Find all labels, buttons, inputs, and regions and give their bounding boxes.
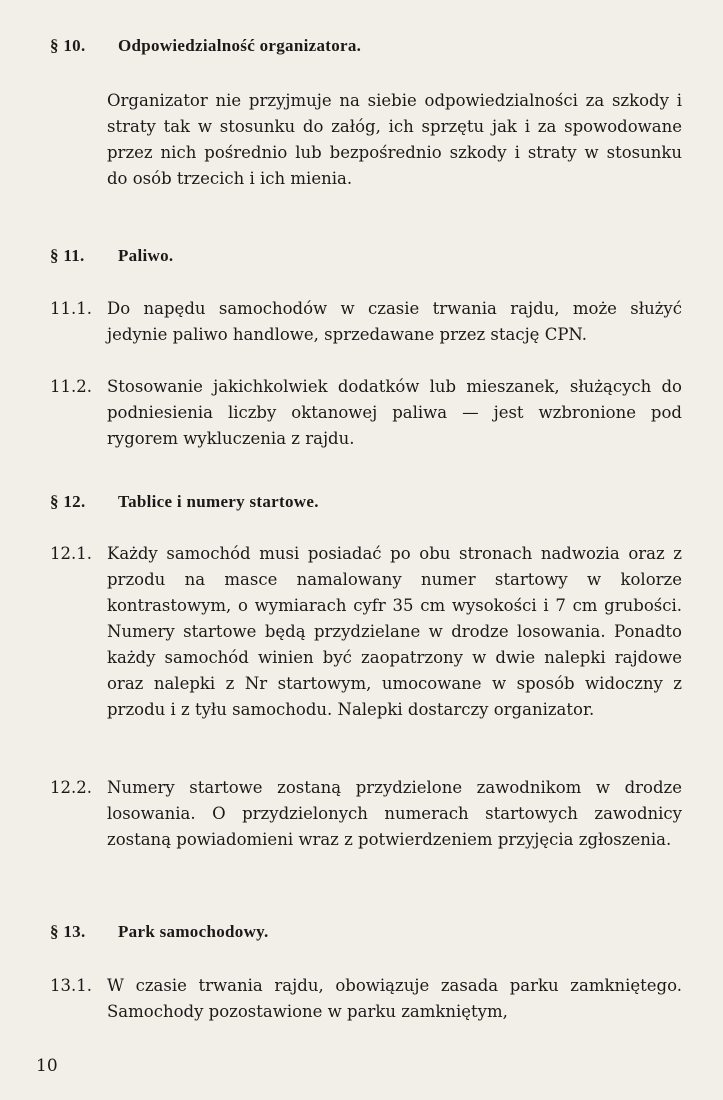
section-11-symbol: § 11. <box>50 246 85 265</box>
section-12-symbol: § 12. <box>50 492 86 511</box>
clause-number: 11.2. <box>50 377 92 396</box>
section-10-symbol: § 10. <box>50 36 86 55</box>
section-11-heading <box>50 246 173 266</box>
clause-text: Do napędu samochodów w czasie trwania rajdu, może służyć jedynie paliwo handlowe, sprzedawane przez stację CPN. <box>107 299 682 344</box>
section-10-paragraph: Organizator nie przyjmuje na siebie odpowiedzialności za szkody i straty tak w stosunku do załóg, ich sprzętu jak i za spowodowane przez nich pośrednio lub bezpośrednio szkody i straty w stosunku do osób trzecich i ich mienia. <box>107 91 682 188</box>
section-12-title: Tablice i numery startowe. <box>118 492 319 511</box>
clause-number: 11.1. <box>50 299 92 318</box>
clause-number: 12.2. <box>50 778 92 797</box>
clause-text: W czasie trwania rajdu, obowiązuje zasada parku zamkniętego. Samochody pozostawione w parku zamkniętym, <box>107 976 682 1021</box>
clause-text: Stosowanie jakichkolwiek dodatków lub mieszanek, służących do podniesienia liczby oktanowej paliwa — jest wzbronione pod rygorem wykluczenia z rajdu. <box>107 377 682 448</box>
section-12-heading <box>50 492 319 512</box>
section-10-heading <box>50 36 361 56</box>
page-number: 10 <box>36 1056 58 1076</box>
section-10-title: Odpowiedzialność organizatora. <box>118 36 362 55</box>
clause-number: 13.1. <box>50 976 92 995</box>
section-13-symbol: § 13. <box>50 922 86 941</box>
section-13-title: Park samochodowy. <box>118 922 269 941</box>
clause-number: 12.1. <box>50 544 92 563</box>
clause-text: Numery startowe zostaną przydzielone zawodnikom w drodze losowania. O przydzielonych numerach startowych zawodnicy zostaną powiadomieni wraz z potwierdzeniem przyjęcia zgłoszenia. <box>107 778 682 849</box>
section-13-heading <box>50 922 269 942</box>
clause-text: Każdy samochód musi posiadać po obu stronach nadwozia oraz z przodu na masce namalowany numer startowy w kolorze kontrastowym, o wymiarach cyfr 35 cm wysokości i 7 cm grubości. Numery startowe będą przydzielane w drodze losowania. Ponadto każdy samochód winien być zaopatrzony w dwie nalepki rajdowe oraz nalepki z Nr startowym, umocowane w sposób widoczny z przodu i z tyłu samochodu. Nalepki dostarczy organizator. <box>107 544 682 719</box>
section-11-title: Paliwo. <box>118 246 174 265</box>
